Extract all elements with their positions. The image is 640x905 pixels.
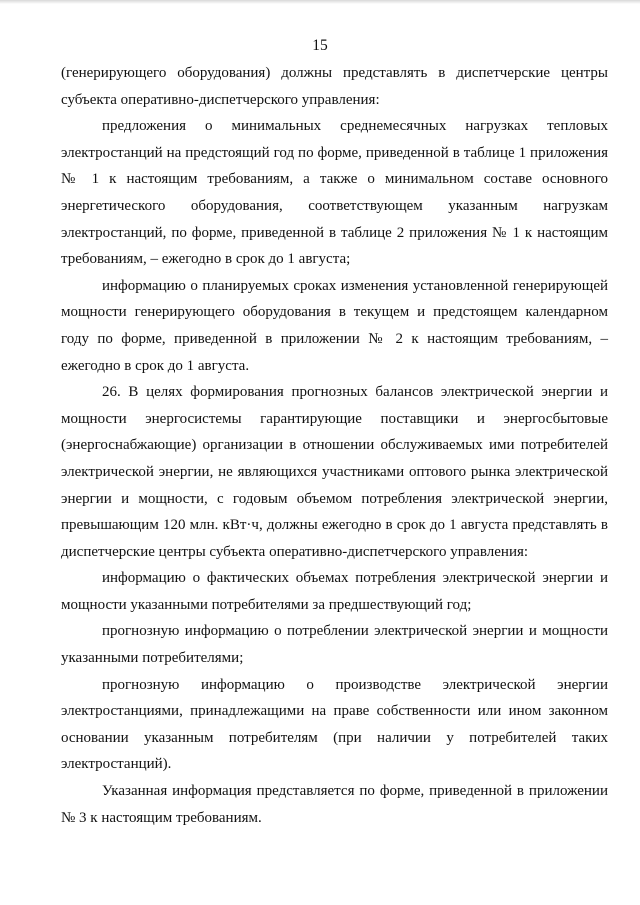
paragraph-forecast-production: прогнозную информацию о производстве электрической энергии электростанциями, принадлежащими на праве собственности или ином законном основании указанным потребителям (при наличии у потребителей таких электростанций). bbox=[61, 676, 608, 773]
paragraph-actual-consumption: информацию о фактических объемах потребления электрической энергии и мощности указанными потребителями за предшествующий год; bbox=[61, 570, 608, 613]
scan-top-edge bbox=[0, 0, 640, 4]
paragraph-min-loads: предложения о минимальных среднемесячных нагрузках тепловых электростанций на предстоящий год по форме, приведенной в таблице 1 приложения № 1 к настоящим требованиям, а также о минимальном составе основного энергетического оборудования, соответствующем указанным нагрузкам электростанций, по форме, приведенной в таблице 2 приложения № 1 к настоящим требованиям, – ежегодно в срок до 1 августа; bbox=[61, 118, 608, 268]
paragraph-form-reference: Указанная информация представляется по форме, приведенной в приложении № 3 к настоящим требованиям. bbox=[61, 783, 608, 826]
paragraph-item-26: 26. В целях формирования прогнозных балансов электрической энергии и мощности энергосистемы гарантирующие поставщики и энергосбытовые (энергоснабжающие) организации в отношении обслуживаемых ими потребителей электрической энергии, не являющихся участниками оптового рынка электрической энергии и мощности, с годовым объемом потребления электрической энергии, превышающим 120 млн. кВт·ч, должны ежегодно в срок до 1 августа представлять в диспетчерские центры субъекта оперативно-диспетчерского управления: bbox=[61, 384, 608, 560]
paragraph-capacity-changes: информацию о планируемых сроках изменения установленной генерирующей мощности генерирующего оборудования в текущем и предстоящем календарном году по форме, приведенной в приложении № 2 к настоящим требованиям, – ежегодно в срок до 1 августа. bbox=[61, 277, 608, 374]
paragraph-forecast-consumption: прогнозную информацию о потреблении электрической энергии и мощности указанными потребителями; bbox=[61, 623, 608, 667]
page-number: 15 bbox=[312, 37, 328, 54]
document-body bbox=[61, 60, 608, 831]
paragraph-continuation: (генерирующего оборудования) должны представлять в диспетчерские центры субъекта оперативно-диспетчерского управления: bbox=[61, 65, 608, 108]
